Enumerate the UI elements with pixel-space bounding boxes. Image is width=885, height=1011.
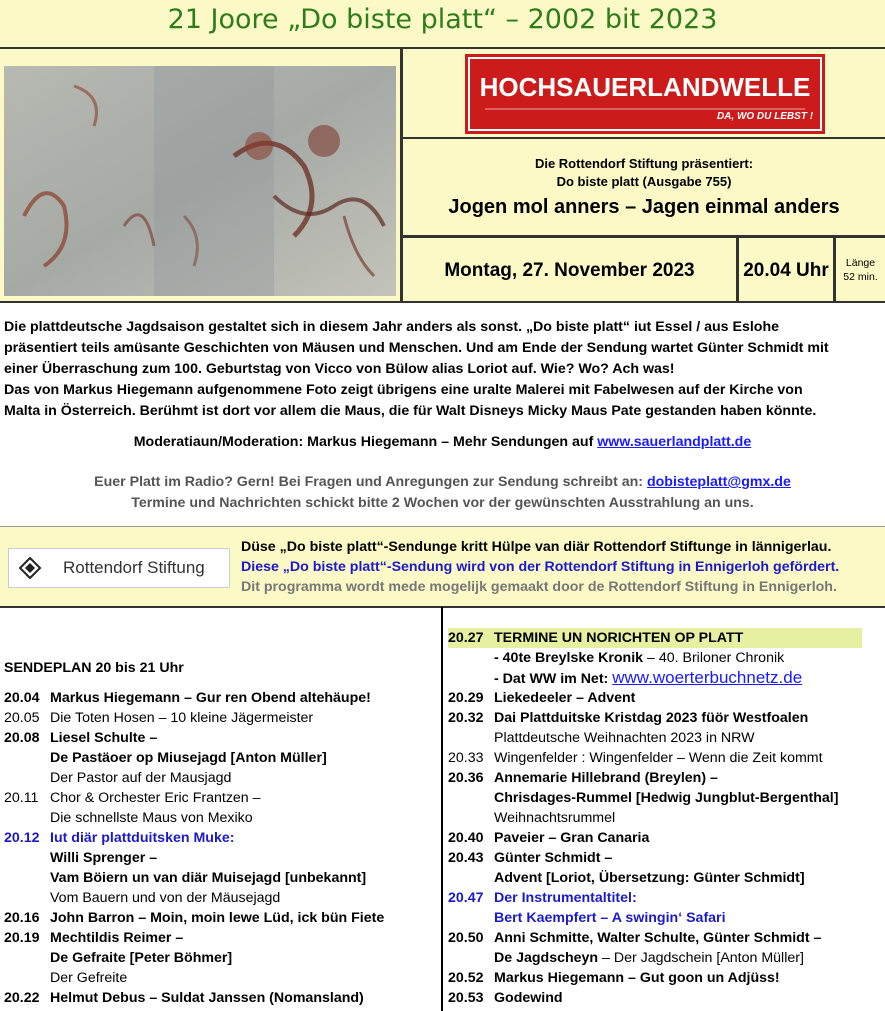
schedule-row xyxy=(4,908,440,928)
schedule-heading: SENDEPLAN 20 bis 21 Uhr xyxy=(4,660,184,676)
schedule-entry-text: Wingenfelder : Wingenfelder – Wenn die Zeit kommt xyxy=(494,750,823,766)
contact-info xyxy=(0,472,885,514)
schedule-row xyxy=(448,788,884,808)
schedule-time: 20.47 xyxy=(448,890,484,906)
sponsor-line-german: Diese „Do biste platt“-Sendung wird von der Rottendorf Stiftung in Ennigerloh gefördert. xyxy=(241,559,840,575)
schedule-entry-text: Annemarie Hillebrand (Breylen) – xyxy=(494,770,718,786)
woerterbuchnetz-link[interactable]: www.woerterbuchnetz.de xyxy=(612,668,803,687)
schedule-entry-text: Der Instrumentaltitel: xyxy=(494,890,637,906)
schedule-entry-text: Markus Hiegemann – Gur ren Obend altehäupe! xyxy=(50,690,371,706)
schedule-entry-text: Godewind xyxy=(494,990,563,1006)
schedule-entry xyxy=(50,928,183,948)
schedule-time: 20.36 xyxy=(448,770,484,786)
contact-note: Termine und Nachrichten schickt bitte 2 Wochen vor der gewünschten Ausstrahlung an uns. xyxy=(131,495,754,511)
photo-cell xyxy=(0,49,403,301)
schedule-entry-text: Die Toten Hosen – 10 kleine Jägermeister xyxy=(50,710,314,726)
schedule-entry xyxy=(50,988,364,1008)
schedule-entry-text: TERMINE UN NORICHTEN OP PLATT xyxy=(494,630,744,646)
schedule-time: 20.04 xyxy=(4,690,40,706)
schedule-entry xyxy=(494,728,755,748)
schedule-entry xyxy=(50,888,280,908)
schedule-row xyxy=(448,868,884,888)
schedule-entry-text: - 40te Breylske Kronik xyxy=(494,650,644,666)
broadcast-date: Montag, 27. November 2023 xyxy=(403,238,739,301)
broadcast-row xyxy=(403,238,885,301)
schedule-row xyxy=(448,648,884,668)
schedule-row xyxy=(448,988,884,1008)
schedule-time: 20.05 xyxy=(4,710,40,726)
schedule-entry-text: Vom Bauern und von der Mäusejagd xyxy=(50,890,281,906)
schedule-row xyxy=(448,948,884,968)
description-line: präsentiert teils amüsante Geschichten von Mäusen und Menschen. Und am Ende der Sendung wartet Günter Schmidt mit xyxy=(4,340,829,356)
schedule-entry xyxy=(50,848,157,868)
schedule-time: 20.22 xyxy=(4,990,40,1006)
schedule-entry xyxy=(494,968,780,988)
sponsor-line-plattdeutsch: Düse „Do biste platt“-Sendunge kritt Hülpe van diär Rottendorf Stiftunge in lännigerlau. xyxy=(241,539,832,555)
schedule-time: 20.50 xyxy=(448,930,484,946)
schedule-row xyxy=(4,768,440,788)
schedule-entry-text: Advent [Loriot, Übersetzung: Günter Schmidt] xyxy=(494,870,805,886)
description-line: einer Überraschung zum 100. Geburtstag von Vicco von Bülow alias Loriot auf. Wie? Wo? Ach was! xyxy=(4,361,675,377)
schedule-entry xyxy=(494,788,838,808)
info-panel xyxy=(403,49,885,301)
schedule-entry xyxy=(50,828,234,848)
schedule-time: 20.19 xyxy=(4,930,40,946)
broadcast-length xyxy=(836,256,885,284)
schedule-entry-text: - Dat WW im Net: xyxy=(494,671,613,687)
schedule-row xyxy=(4,928,440,948)
schedule-entry xyxy=(494,928,821,948)
schedule-row xyxy=(4,868,440,888)
schedule-entry-text: Günter Schmidt – xyxy=(494,850,613,866)
schedule-entry-text: Die schnellste Maus von Mexiko xyxy=(50,810,253,826)
schedule-row xyxy=(448,628,862,648)
schedule-entry-text: John Barron – Moin, moin lewe Lüd, ick bün Fiete xyxy=(50,910,385,926)
moderation-text: Moderatiaun/Moderation: Markus Hiegemann – Mehr Sendungen auf xyxy=(133,434,598,450)
schedule-entry-text: Weihnachtsrummel xyxy=(494,810,616,826)
schedule-entry xyxy=(494,868,805,888)
contact-text: Euer Platt im Radio? Gern! Bei Fragen und Anregungen zur Sendung schreibt an: xyxy=(94,474,647,490)
presenter-line: Die Rottendorf Stiftung präsentiert: xyxy=(534,156,754,171)
schedule-entry-text: Liesel Schulte – xyxy=(50,730,158,746)
schedule-entry xyxy=(494,708,808,728)
schedule-entry xyxy=(494,808,615,828)
schedule-time: 20.43 xyxy=(448,850,484,866)
description-line: Die plattdeutsche Jagdsaison gestaltet sich in diesem Jahr anders als sonst. „Do biste platt“ iut Essel / aus Eslohe xyxy=(4,319,780,335)
schedule-entry xyxy=(494,888,637,908)
schedule-time: 20.27 xyxy=(448,630,484,646)
schedule-entry xyxy=(50,948,232,968)
schedule-time: 20.08 xyxy=(4,730,40,746)
schedule-entry xyxy=(50,708,313,728)
schedule-entry xyxy=(494,648,784,668)
logo-text: HOCHSAUERLANDWELLE xyxy=(479,72,811,102)
schedule-time: 20.52 xyxy=(448,970,484,986)
sponsor-line-dutch: Dit programma wordt mede mogelijk gemaakt door de Rottendorf Stiftung in Ennigerloh. xyxy=(241,579,837,595)
page-title: 21 Joore „Do biste platt“ – 2002 bit 2023 xyxy=(167,4,718,35)
schedule-entry xyxy=(50,868,366,888)
schedule-row xyxy=(4,708,440,728)
schedule-entry xyxy=(50,808,253,828)
schedule-row xyxy=(448,808,884,828)
schedule-row xyxy=(448,668,884,688)
schedule-entry xyxy=(494,908,726,928)
schedule-row xyxy=(4,748,440,768)
schedule-entry-text: De Jagdscheyn xyxy=(494,950,599,966)
schedule-time: 20.32 xyxy=(448,710,484,726)
schedule-row xyxy=(448,848,884,868)
schedule-time: 20.40 xyxy=(448,830,484,846)
schedule-entry-text: Markus Hiegemann – Gut goon un Adjüss! xyxy=(494,970,780,986)
schedule-entry-text: Mechtildis Reimer – xyxy=(50,930,184,946)
broadcast-time: 20.04 Uhr xyxy=(739,238,836,301)
sauerlandplatt-link[interactable]: www.sauerlandplatt.de xyxy=(597,434,752,450)
schedule-entry-text: Chrisdages-Rummel [Hedwig Jungblut-Bergenthal] xyxy=(494,790,839,806)
schedule-row xyxy=(4,968,440,988)
schedule-row xyxy=(448,708,884,728)
schedule-time: 20.11 xyxy=(4,790,39,806)
schedule-entry-text: Willi Sprenger – xyxy=(50,850,158,866)
schedule-entry-text: Dai Plattduitske Kristdag 2023 füör Westfoalen xyxy=(494,710,809,726)
schedule-entry xyxy=(494,628,743,648)
schedule-time: 20.33 xyxy=(448,750,484,766)
schedule-left xyxy=(4,688,440,1008)
schedule-row xyxy=(4,728,440,748)
schedule-entry xyxy=(494,748,823,768)
schedule-entry-text: Vam Böiern un van diär Muisejagd [unbekannt] xyxy=(50,870,367,886)
description-line: Malta in Österreich. Berühmt ist dort vor allem die Maus, die für Walt Disneys Micky Maus Pate gestanden haben könnte. xyxy=(4,403,817,419)
schedule-row xyxy=(448,928,884,948)
schedule-row xyxy=(4,688,440,708)
edition-line: Do biste platt (Ausgabe 755) xyxy=(556,174,732,189)
email-link[interactable]: dobisteplatt@gmx.de xyxy=(646,474,791,490)
length-value: 52 min. xyxy=(843,271,878,283)
schedule-entry xyxy=(50,728,157,748)
schedule-row xyxy=(4,788,440,808)
schedule-entry xyxy=(50,788,261,808)
schedule-entry-text: De Pastäoer op Miusejagd [Anton Müller] xyxy=(50,750,327,766)
description xyxy=(4,317,882,422)
diamond-logo-icon xyxy=(19,557,49,579)
schedule-row xyxy=(448,968,884,988)
logo-cell xyxy=(403,49,885,139)
schedule-entry-text: Bert Kaempfert – A swingin‘ Safari xyxy=(494,910,726,926)
schedule-row xyxy=(448,728,884,748)
schedule-entry-text: Der Gefreite xyxy=(50,970,128,986)
schedule-entry-text: Paveier – Gran Canaria xyxy=(494,830,650,846)
presentation-cell xyxy=(403,139,885,238)
schedule-entry xyxy=(50,688,371,708)
fresco-photo xyxy=(4,66,396,296)
logo-slogan: DA, WO DU LEBST ! xyxy=(716,111,814,122)
schedule-row xyxy=(4,808,440,828)
schedule-entry xyxy=(494,848,612,868)
schedule-entry xyxy=(494,948,804,968)
schedule-entry xyxy=(494,668,802,689)
schedule-entry-text: Liekedeeler – Advent xyxy=(494,690,636,706)
schedule-entry-text: Anni Schmitte, Walter Schulte, Günter Schmidt – xyxy=(494,930,822,946)
schedule-entry-text: Iut diär plattduitsken Muke: xyxy=(50,830,235,846)
schedule-row xyxy=(4,828,440,848)
schedule-row xyxy=(448,888,884,908)
description-line: Das von Markus Hiegemann aufgenommene Foto zeigt übrigens eine uralte Malerei mit Fabelwesen auf der Kirche von xyxy=(4,382,803,398)
rottendorf-logo-text: Rottendorf Stiftung xyxy=(63,558,205,577)
schedule-time: 20.12 xyxy=(4,830,40,846)
length-label: Länge xyxy=(845,257,876,269)
schedule-entry-text: Chor & Orchester Eric Frantzen – xyxy=(50,790,261,806)
schedule-row xyxy=(4,988,440,1008)
radio-logo xyxy=(465,54,825,134)
schedule-time: 20.29 xyxy=(448,690,484,706)
title-band xyxy=(0,0,885,49)
schedule-time: 20.53 xyxy=(448,990,484,1006)
schedule-entry xyxy=(494,688,635,708)
schedule-entry xyxy=(50,908,384,928)
schedule-entry xyxy=(50,968,127,988)
schedule-row xyxy=(448,908,884,928)
schedule-right xyxy=(448,628,884,1008)
schedule-entry-text: Der Pastor auf der Mausjagd xyxy=(50,770,232,786)
schedule-entry-text: Plattdeutsche Weihnachten 2023 in NRW xyxy=(494,730,755,746)
schedule-row xyxy=(448,768,884,788)
schedule-entry xyxy=(50,748,327,768)
schedule-entry-text: Helmut Debus – Suldat Janssen (Nomansland) xyxy=(50,990,364,1006)
schedule-entry-translation: – 40. Briloner Chronik xyxy=(643,650,785,666)
moderation-line xyxy=(0,434,885,450)
schedule-entry-text: De Gefraite [Peter Böhmer] xyxy=(50,950,233,966)
schedule-entry-translation: – Der Jagdschein [Anton Müller] xyxy=(598,950,804,966)
top-section xyxy=(0,49,885,303)
schedule-entry xyxy=(494,988,563,1008)
rottendorf-logo xyxy=(8,548,230,588)
schedule-time: 20.16 xyxy=(4,910,40,926)
schedule-entry xyxy=(494,768,718,788)
schedule-row xyxy=(4,948,440,968)
schedule-row xyxy=(448,748,884,768)
schedule-entry xyxy=(494,828,649,848)
column-divider xyxy=(441,607,443,1011)
schedule-row xyxy=(4,848,440,868)
schedule-row xyxy=(448,688,884,708)
schedule-entry xyxy=(50,768,231,788)
schedule-row xyxy=(448,828,884,848)
episode-title: Jogen mol anners – Jagen einmal anders xyxy=(448,196,840,218)
schedule-row xyxy=(4,888,440,908)
